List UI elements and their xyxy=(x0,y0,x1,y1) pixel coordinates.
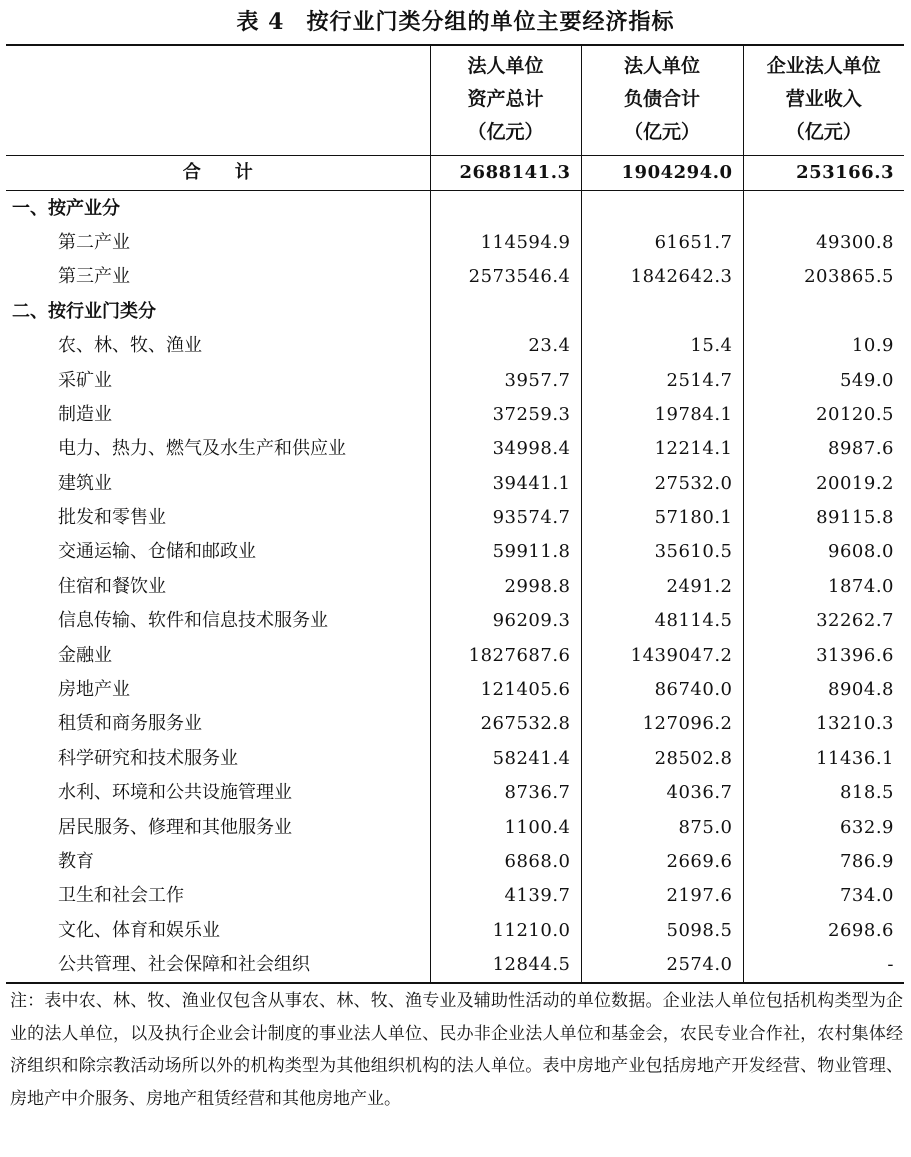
cell-assets: 96209.3 xyxy=(430,604,581,638)
cell-assets: 39441.1 xyxy=(430,467,581,501)
cell-liabilities: 1842642.3 xyxy=(581,260,743,294)
row-label: 第二产业 xyxy=(58,231,130,253)
cell-assets: 37259.3 xyxy=(430,398,581,432)
cell-revenue: 818.5 xyxy=(743,776,904,810)
cell-revenue: 31396.6 xyxy=(743,638,904,672)
cell-assets: 1827687.6 xyxy=(430,638,581,672)
cell-liabilities: 27532.0 xyxy=(581,467,743,501)
column-header-assets: 法人单位 资产总计 （亿元） xyxy=(430,45,581,156)
cell-liabilities: 61651.7 xyxy=(581,226,743,260)
row-label: 住宿和餐饮业 xyxy=(58,575,166,597)
cell-liabilities: 86740.0 xyxy=(581,673,743,707)
total-liabilities: 1904294.0 xyxy=(581,156,743,191)
cell-liabilities: 28502.8 xyxy=(581,742,743,776)
row-label: 制造业 xyxy=(58,403,112,425)
table-row xyxy=(6,398,904,432)
cell-assets: 267532.8 xyxy=(430,707,581,741)
total-row xyxy=(6,156,904,191)
cell-assets: 121405.6 xyxy=(430,673,581,707)
cell-liabilities: 875.0 xyxy=(581,810,743,844)
cell-revenue: - xyxy=(743,948,904,983)
cell-revenue: 8987.6 xyxy=(743,432,904,466)
table-row xyxy=(6,363,904,397)
column-header-liabilities: 法人单位 负债合计 （亿元） xyxy=(581,45,743,156)
table-row xyxy=(6,570,904,604)
cell-assets: 8736.7 xyxy=(430,776,581,810)
table-row xyxy=(6,329,904,363)
empty-cell xyxy=(430,191,581,226)
cell-assets: 11210.0 xyxy=(430,914,581,948)
row-label: 农、林、牧、渔业 xyxy=(58,335,202,357)
row-label: 交通运输、仓储和邮政业 xyxy=(58,541,256,563)
empty-cell xyxy=(430,295,581,329)
cell-liabilities: 48114.5 xyxy=(581,604,743,638)
cell-revenue: 20120.5 xyxy=(743,398,904,432)
row-label: 居民服务、修理和其他服务业 xyxy=(58,816,292,838)
cell-liabilities: 2514.7 xyxy=(581,363,743,397)
table-number: 表 4 xyxy=(236,9,285,35)
cell-assets: 93574.7 xyxy=(430,501,581,535)
cell-liabilities: 5098.5 xyxy=(581,914,743,948)
table-row xyxy=(6,810,904,844)
row-label: 电力、热力、燃气及水生产和供应业 xyxy=(58,438,346,460)
table-row xyxy=(6,707,904,741)
cell-liabilities: 19784.1 xyxy=(581,398,743,432)
empty-cell xyxy=(743,295,904,329)
empty-cell xyxy=(743,191,904,226)
cell-liabilities: 15.4 xyxy=(581,329,743,363)
table-row xyxy=(6,914,904,948)
cell-revenue: 20019.2 xyxy=(743,467,904,501)
row-label: 金融业 xyxy=(58,644,112,666)
column-header-revenue: 企业法人单位 营业收入 （亿元） xyxy=(743,45,904,156)
table-title-text: 按行业门类分组的单位主要经济指标 xyxy=(306,9,675,35)
cell-revenue: 1874.0 xyxy=(743,570,904,604)
cell-assets: 4139.7 xyxy=(430,879,581,913)
table-row xyxy=(6,260,904,294)
cell-assets: 23.4 xyxy=(430,329,581,363)
cell-liabilities: 35610.5 xyxy=(581,535,743,569)
cell-revenue: 734.0 xyxy=(743,879,904,913)
row-label: 采矿业 xyxy=(58,369,112,391)
row-label: 批发和零售业 xyxy=(58,507,166,529)
cell-assets: 6868.0 xyxy=(430,845,581,879)
header-blank-cell xyxy=(6,45,430,156)
header-row xyxy=(6,45,904,156)
row-label: 建筑业 xyxy=(58,472,112,494)
cell-liabilities: 12214.1 xyxy=(581,432,743,466)
cell-revenue: 9608.0 xyxy=(743,535,904,569)
section-heading: 二、按行业门类分 xyxy=(12,300,156,322)
table-row xyxy=(6,535,904,569)
row-label: 房地产业 xyxy=(58,679,130,701)
footnote: 注：表中农、林、牧、渔业仅包含从事农、林、牧、渔专业及辅助性活动的单位数据。企业法人单位包括机构类型为企业的法人单位，以及执行企业会计制度的事业法人单位、民办非企业法人单位和基金会，农民专业合作社，农村集体经济组织和除宗教活动场所以外的机构类型为其他组织机构的法人单位。表中房地产业包括房地产开发经营、物业管理、房地产中介服务、房地产租赁经营和其他房地产业。 xyxy=(10,991,903,1109)
cell-assets: 12844.5 xyxy=(430,948,581,983)
row-label: 第三产业 xyxy=(58,266,130,288)
cell-liabilities: 2669.6 xyxy=(581,845,743,879)
cell-revenue: 2698.6 xyxy=(743,914,904,948)
cell-assets: 34998.4 xyxy=(430,432,581,466)
row-label: 文化、体育和娱乐业 xyxy=(58,919,220,941)
cell-revenue: 8904.8 xyxy=(743,673,904,707)
row-label: 卫生和社会工作 xyxy=(58,885,184,907)
cell-liabilities: 2491.2 xyxy=(581,570,743,604)
cell-revenue: 10.9 xyxy=(743,329,904,363)
row-label: 科学研究和技术服务业 xyxy=(58,747,238,769)
cell-revenue: 13210.3 xyxy=(743,707,904,741)
cell-assets: 114594.9 xyxy=(430,226,581,260)
table-row xyxy=(6,638,904,672)
cell-revenue: 549.0 xyxy=(743,363,904,397)
section-heading-row xyxy=(6,191,904,226)
cell-revenue: 203865.5 xyxy=(743,260,904,294)
cell-assets: 2998.8 xyxy=(430,570,581,604)
cell-revenue: 32262.7 xyxy=(743,604,904,638)
row-label: 教育 xyxy=(58,851,94,872)
cell-revenue: 11436.1 xyxy=(743,742,904,776)
table-row xyxy=(6,948,904,983)
table-row xyxy=(6,776,904,810)
section-heading-row xyxy=(6,295,904,329)
table-row xyxy=(6,845,904,879)
cell-revenue: 89115.8 xyxy=(743,501,904,535)
empty-cell xyxy=(581,295,743,329)
cell-assets: 58241.4 xyxy=(430,742,581,776)
table-title xyxy=(0,6,911,38)
row-label: 公共管理、社会保障和社会组织 xyxy=(58,954,310,976)
cell-liabilities: 127096.2 xyxy=(581,707,743,741)
table-row xyxy=(6,879,904,913)
table-row xyxy=(6,501,904,535)
cell-liabilities: 4036.7 xyxy=(581,776,743,810)
cell-assets: 2573546.4 xyxy=(430,260,581,294)
table-row xyxy=(6,467,904,501)
cell-liabilities: 2574.0 xyxy=(581,948,743,983)
cell-revenue: 632.9 xyxy=(743,810,904,844)
cell-revenue: 49300.8 xyxy=(743,226,904,260)
total-revenue: 253166.3 xyxy=(743,156,904,191)
table-row xyxy=(6,226,904,260)
table-row xyxy=(6,673,904,707)
economic-indicators-table xyxy=(6,44,904,984)
row-label: 信息传输、软件和信息技术服务业 xyxy=(58,610,328,632)
cell-assets: 1100.4 xyxy=(430,810,581,844)
cell-liabilities: 57180.1 xyxy=(581,501,743,535)
cell-liabilities: 2197.6 xyxy=(581,879,743,913)
cell-revenue: 786.9 xyxy=(743,845,904,879)
cell-assets: 59911.8 xyxy=(430,535,581,569)
section-heading: 一、按产业分 xyxy=(12,197,120,219)
table-row xyxy=(6,604,904,638)
table-row xyxy=(6,742,904,776)
empty-cell xyxy=(581,191,743,226)
total-label: 合计 xyxy=(182,162,287,184)
total-assets: 2688141.3 xyxy=(430,156,581,191)
cell-assets: 3957.7 xyxy=(430,363,581,397)
row-label: 租赁和商务服务业 xyxy=(58,713,202,735)
cell-liabilities: 1439047.2 xyxy=(581,638,743,672)
table-row xyxy=(6,432,904,466)
row-label: 水利、环境和公共设施管理业 xyxy=(58,782,292,804)
